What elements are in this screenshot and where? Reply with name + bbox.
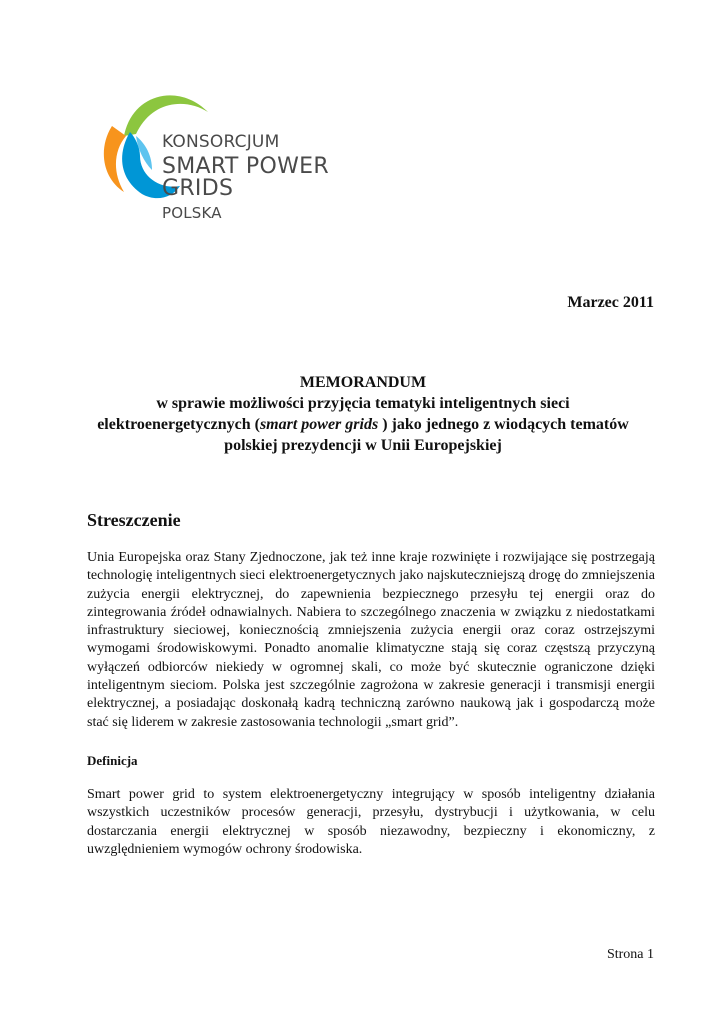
title-smart-power-grids: smart power grids — [259, 416, 379, 433]
logo-line-polska: POLSKA — [162, 204, 222, 222]
consortium-logo — [96, 86, 396, 222]
logo-wordmark — [162, 134, 396, 221]
memorandum-title — [72, 372, 654, 456]
title-line-3-end: ) jako jednego z wiodących tematów — [378, 416, 629, 433]
logo-line-smart-power-grids: SMART POWER GRIDS — [162, 154, 329, 201]
document-date: Marzec 2011 — [567, 294, 654, 311]
logo-green-arc — [124, 95, 208, 136]
logo-line-konsorcjum: KONSORCJUM — [162, 132, 280, 152]
summary-paragraph: Unia Europejska oraz Stany Zjednoczone, jak też inne kraje rozwinięte i rozwijające się postrzegają technologię inteligentnych sieci elektroenergetycznych jako najskuteczniejszą drogę do zmniejszenia zużycia energii elektrycznej, do zapewnienia bezpiecznego przesyłu tej energii oraz do zintegrowania źródeł odnawialnych. Nabiera to szczególnego znaczenia w związku z niedostatkami infrastruktury sieciowej, koniecznością zmniejszenia zużycia energii oraz coraz ostrzejszymi wymogami środowiskowymi. Ponadto anomalie klimatyczne stają się coraz częstszą przyczyną wyłączeń odbiorców niekiedy w ogromnej skali, co może być skutecznie ograniczone dzięki inteligentnym sieciom. Polska jest szczególnie zagrożona w zakresie generacji i transmisji energii elektrycznej, a posiadając doskonałą kadrą techniczną zarówno naukową jak i gospodarczą może stać się liderem w zakresie zastosowania technologii „smart grid”. — [87, 550, 655, 730]
definition-paragraph: Smart power grid to system elektroenergetyczny integrujący w sposób inteligentny działania wszystkich uczestników procesów generacji, przesyłu, dystrybucji i użytkowania, w celu dostarczania energii elektrycznej w sposób niezawodny, bezpieczny i ekonomiczny, z uwzględnieniem wymogów ochrony środowiska. — [87, 787, 655, 857]
definition-heading: Definicja — [87, 753, 138, 768]
title-line-4: polskiej prezydencji w Unii Europejskiej — [224, 437, 502, 454]
title-line-3-start: elektroenergetycznych ( — [97, 416, 260, 433]
title-line-3 — [72, 414, 654, 435]
summary-heading: Streszczenie — [87, 510, 181, 530]
page-number: Strona 1 — [606, 947, 654, 962]
title-line-1: MEMORANDUM — [299, 374, 427, 391]
title-line-2: w sprawie możliwości przyjęcia tematyki inteligentnych sieci — [156, 395, 570, 412]
